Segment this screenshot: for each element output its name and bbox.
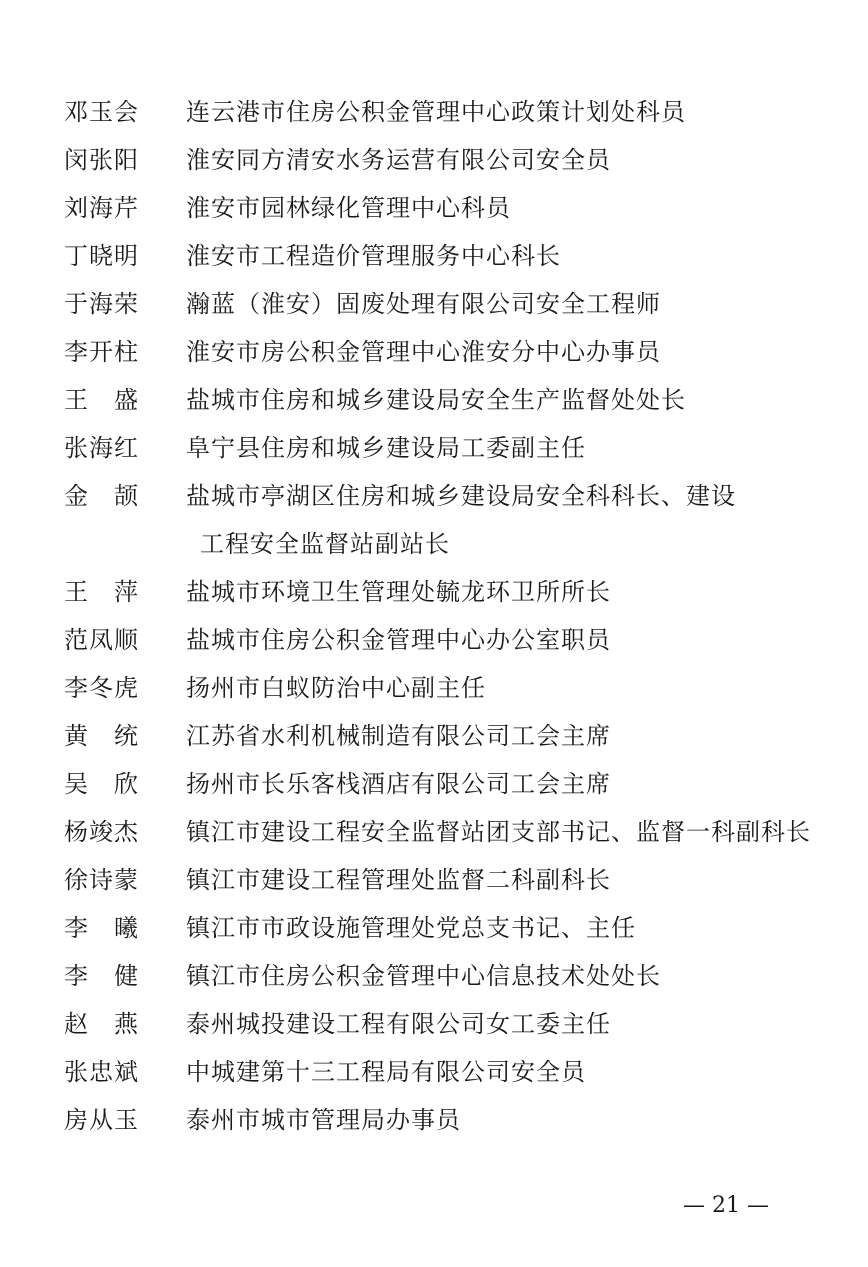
list-item [64,280,824,328]
person-name: 金 颉 [64,482,139,510]
person-position: 泰州市城市管理局办事员 [186,1106,461,1134]
list-item [64,1000,824,1048]
person-name: 李 曦 [64,914,139,942]
person-position: 镇江市市政设施管理处党总支书记、主任 [186,914,636,942]
list-item [64,424,824,472]
person-position: 淮安同方清安水务运营有限公司安全员 [186,146,611,174]
person-position: 淮安市园林绿化管理中心科员 [186,194,511,222]
person-position: 盐城市住房和城乡建设局安全生产监督处处长 [186,386,686,414]
person-position: 扬州市白蚁防治中心副主任 [186,674,486,702]
person-position: 盐城市住房公积金管理中心办公室职员 [186,626,611,654]
list-item [64,904,824,952]
list-item [64,328,824,376]
page-number: — 21 — [683,1193,769,1218]
person-name: 邓玉会 [64,98,139,126]
list-item [64,664,824,712]
person-name: 王 萍 [64,578,139,606]
list-item [64,568,824,616]
person-position: 阜宁县住房和城乡建设局工委副主任 [186,434,586,462]
person-name: 李开柱 [64,338,139,366]
list-item [64,136,824,184]
person-position: 连云港市住房公积金管理中心政策计划处科员 [186,98,686,126]
person-position: 江苏省水利机械制造有限公司工会主席 [186,722,611,750]
person-position: 镇江市建设工程管理处监督二科副科长 [186,866,611,894]
person-name: 杨竣杰 [64,818,139,846]
person-name: 于海荣 [64,290,139,318]
list-item [64,1096,824,1144]
person-name: 房从玉 [64,1106,139,1134]
person-name: 徐诗蒙 [64,866,139,894]
list-item [64,712,824,760]
person-name: 赵 燕 [64,1010,139,1038]
personnel-list [64,88,824,1144]
person-position: 扬州市长乐客栈酒店有限公司工会主席 [186,770,611,798]
list-item [64,952,824,1000]
person-name: 张海红 [64,434,139,462]
person-position: 中城建第十三工程局有限公司安全员 [186,1058,586,1086]
person-name: 刘海芹 [64,194,139,222]
list-item [64,808,824,856]
person-position [186,472,824,568]
person-position: 瀚蓝（淮安）固废处理有限公司安全工程师 [186,290,661,318]
person-name: 黄 统 [64,722,139,750]
person-position: 淮安市房公积金管理中心淮安分中心办事员 [186,338,661,366]
list-item [64,376,824,424]
list-item [64,232,824,280]
person-name: 王 盛 [64,386,139,414]
person-position: 泰州城投建设工程有限公司女工委主任 [186,1010,611,1038]
person-name: 张忠斌 [64,1058,139,1086]
person-name: 闵张阳 [64,146,139,174]
person-name: 丁晓明 [64,242,139,270]
person-position: 盐城市环境卫生管理处毓龙环卫所所长 [186,578,611,606]
person-position-line1: 盐城市亭湖区住房和城乡建设局安全科科长、建设 [186,482,736,510]
person-position: 淮安市工程造价管理服务中心科长 [186,242,561,270]
list-item [64,1048,824,1096]
list-item [64,760,824,808]
list-item [64,88,824,136]
person-name: 李冬虎 [64,674,139,702]
person-position: 镇江市住房公积金管理中心信息技术处处长 [186,962,661,990]
person-position: 镇江市建设工程安全监督站团支部书记、监督一科副科长 [186,818,811,846]
person-position-line2: 工程安全监督站副站长 [200,530,450,558]
list-item [64,616,824,664]
person-name: 李 健 [64,962,139,990]
list-item [64,472,824,568]
person-name: 范凤顺 [64,626,139,654]
person-name: 吴 欣 [64,770,139,798]
list-item [64,184,824,232]
list-item [64,856,824,904]
